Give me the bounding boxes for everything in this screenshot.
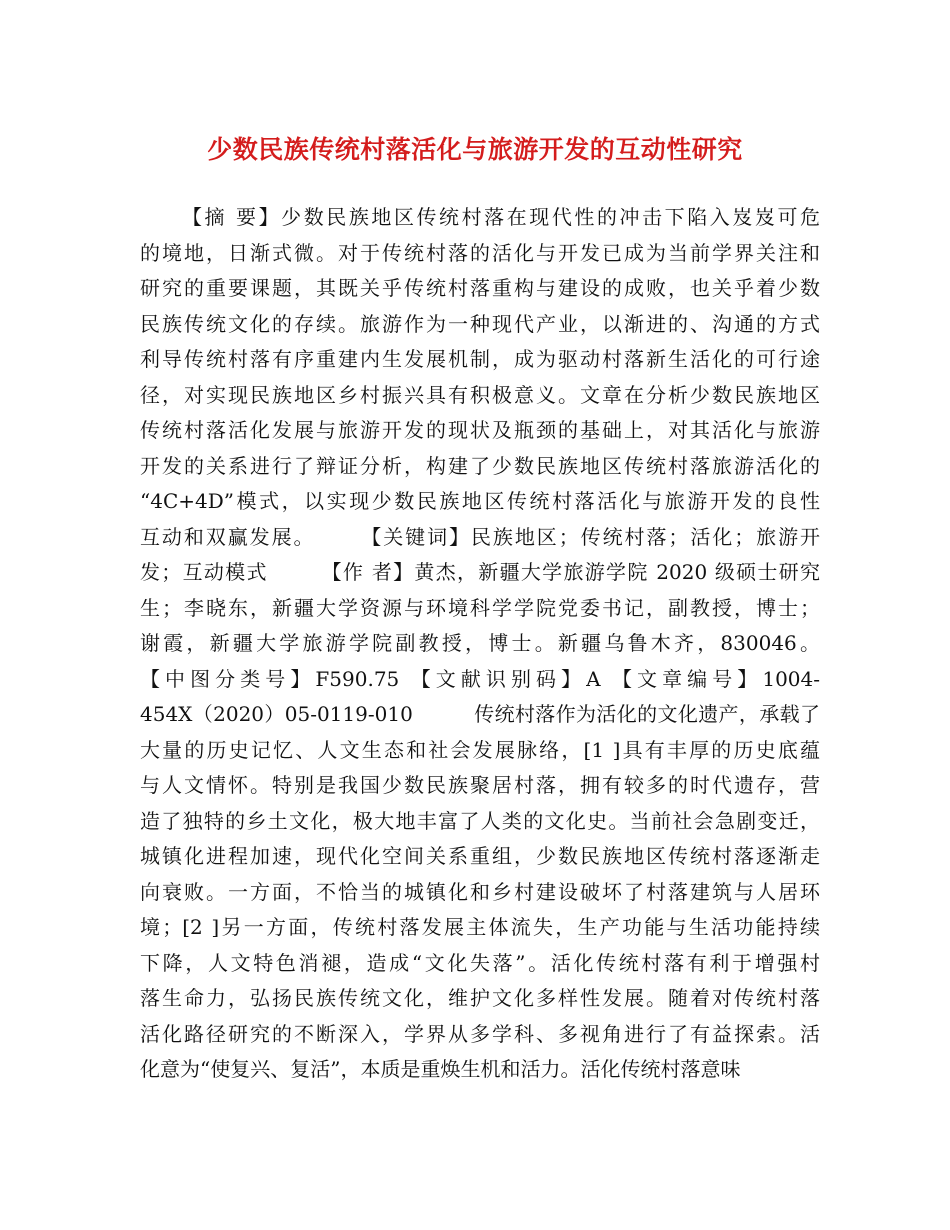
body-line: 生；李晓东，新疆大学资源与环境科学学院党委书记，副教授，博士； bbox=[140, 595, 820, 620]
body-line: 化意为“使复兴、复活”，本质是重焕生机和活力。活化传统村落意味 bbox=[140, 1057, 741, 1081]
body-line: 研究的重要课题，其既关乎传统村落重构与建设的成败，也关乎着少数 bbox=[140, 276, 820, 300]
body-line: 【中图分类号】F590.75 【文献识别码】A 【文章编号】1004- bbox=[140, 666, 820, 691]
body-line: 造了独特的乡土文化，极大地丰富了人类的文化史。当前社会急剧变迁， bbox=[140, 808, 820, 833]
body-line: 454X（2020）05-0119-010 传统村落作为活化的文化遗产，承载了 bbox=[140, 702, 820, 726]
body-line: “4C+4D”模式，以实现少数民族地区传统村落活化与旅游开发的良性 bbox=[140, 489, 820, 513]
body-line: 落生命力，弘扬民族传统文化，维护文化多样性发展。随着对传统村落 bbox=[140, 986, 820, 1010]
body-line: 径，对实现民族地区乡村振兴具有积极意义。文章在分析少数民族地区 bbox=[140, 382, 820, 407]
body-line: 发；互动模式 【作 者】黄杰，新疆大学旅游学院 2020 级硕士研究 bbox=[140, 560, 820, 584]
body-line: 开发的关系进行了辩证分析，构建了少数民族地区传统村落旅游活化的 bbox=[140, 453, 820, 478]
body-line: 与人文情怀。特别是我国少数民族聚居村落，拥有较多的时代遗存，营 bbox=[140, 773, 820, 797]
body-line: 【摘 要】少数民族地区传统村落在现代性的冲击下陷入岌岌可危 bbox=[182, 205, 820, 229]
body-line: 大量的历史记忆、人文生态和社会发展脉络，[1 ]具有丰厚的历史底蕴 bbox=[140, 737, 820, 762]
body-line: 利导传统村落有序重建内生发展机制，成为驱动村落新生活化的可行途 bbox=[140, 347, 820, 371]
body-line: 向衰败。一方面，不恰当的城镇化和乡村建设破坏了村落建筑与人居环 bbox=[140, 879, 820, 904]
article-body bbox=[140, 200, 820, 1088]
body-line: 下降，人文特色消褪，造成“文化失落”。活化传统村落有利于增强村 bbox=[140, 950, 820, 975]
body-line: 的境地，日渐式微。对于传统村落的活化与开发已成为当前学界关注和 bbox=[140, 240, 820, 265]
article-title: 少数民族传统村落活化与旅游开发的互动性研究 bbox=[207, 135, 743, 164]
body-line: 谢霞，新疆大学旅游学院副教授，博士。新疆乌鲁木齐，830046。 bbox=[140, 631, 820, 655]
body-line: 城镇化进程加速，现代化空间关系重组，少数民族地区传统村落逐渐走 bbox=[140, 844, 820, 868]
body-line: 民族传统文化的存续。旅游作为一种现代产业，以渐进的、沟通的方式 bbox=[140, 311, 820, 336]
body-line: 传统村落活化发展与旅游开发的现状及瓶颈的基础上，对其活化与旅游 bbox=[140, 418, 820, 442]
body-line: 境；[2 ]另一方面，传统村落发展主体流失，生产功能与生活功能持续 bbox=[140, 915, 820, 939]
body-line: 活化路径研究的不断深入，学界从多学科、多视角进行了有益探索。活 bbox=[140, 1021, 820, 1046]
body-line: 互动和双赢发展。 【关键词】民族地区；传统村落；活化；旅游开 bbox=[140, 524, 820, 549]
